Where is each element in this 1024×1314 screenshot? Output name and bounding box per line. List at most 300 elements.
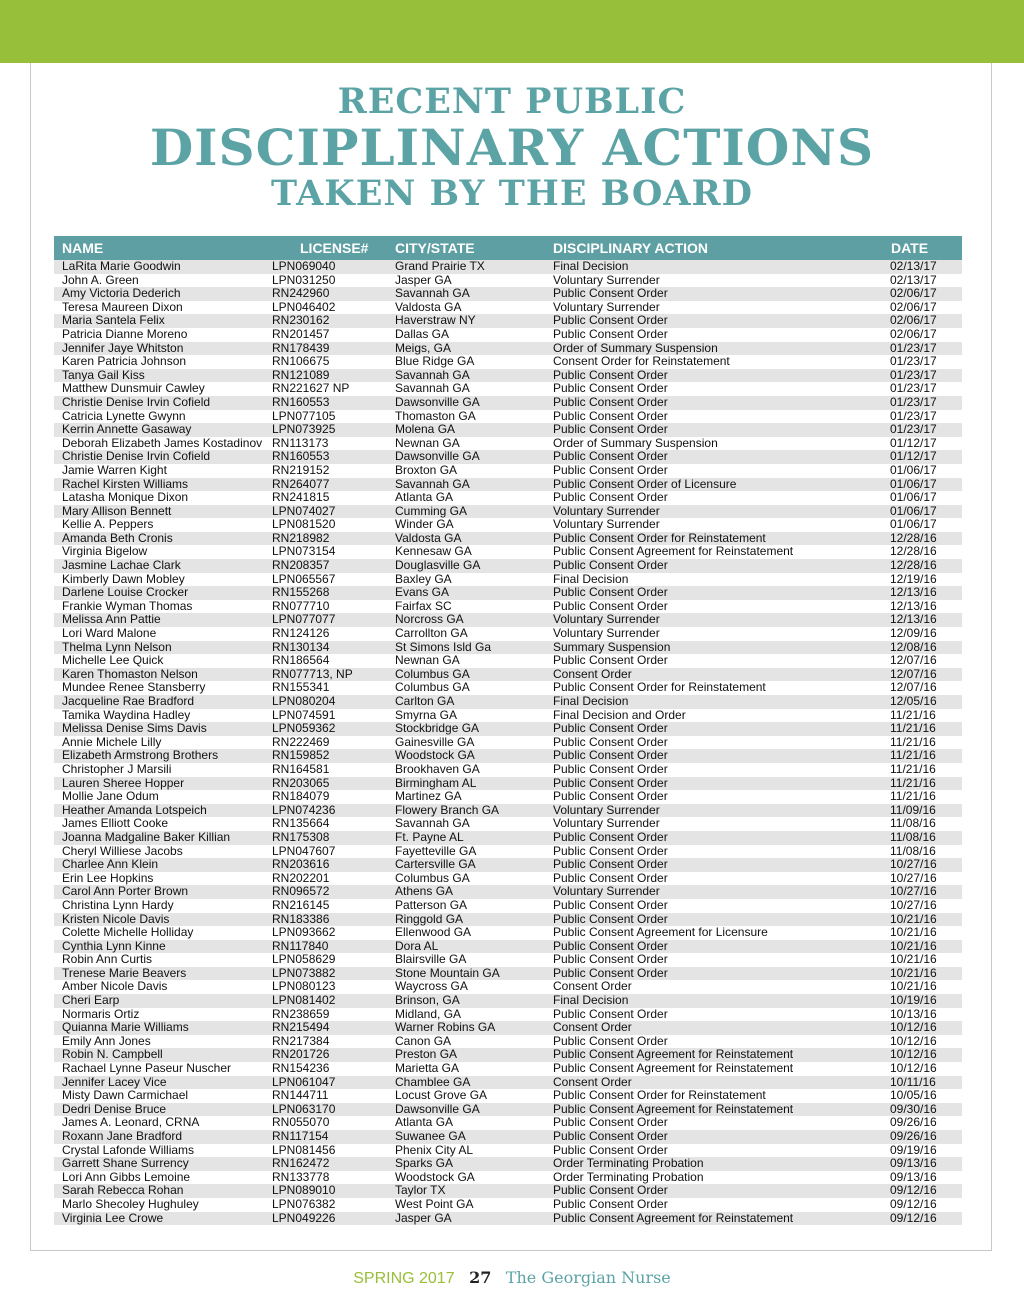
cell-date: 11/21/16: [890, 748, 936, 763]
cell-license: RN222469: [272, 734, 330, 749]
cell-date: 12/28/16: [890, 530, 937, 545]
table-row: [54, 314, 962, 328]
cell-name: Jennifer Lacey Vice: [62, 1074, 167, 1089]
cell-action: Voluntary Surrender: [553, 626, 660, 641]
table-row: [54, 613, 962, 627]
cell-city-state: Cumming GA: [395, 503, 468, 518]
cell-date: 11/08/16: [890, 816, 936, 831]
table-row: [54, 709, 962, 723]
table-row: [54, 858, 962, 872]
cell-date: 09/12/16: [890, 1210, 937, 1225]
table-row: [54, 967, 962, 981]
cell-name: Melissa Ann Pattie: [62, 612, 161, 627]
cell-action: Public Consent Order: [553, 422, 668, 437]
cell-date: 11/21/16: [890, 789, 936, 804]
cell-city-state: St Simons Isld Ga: [395, 639, 492, 654]
cell-city-state: Sparks GA: [395, 1156, 454, 1171]
cell-city-state: Carrollton GA: [395, 626, 468, 641]
cell-license: RN117154: [272, 1129, 329, 1143]
cell-action: Public Consent Agreement for Reinstatement: [553, 1210, 794, 1225]
cell-date: 10/13/16: [890, 1006, 937, 1021]
table-row: [54, 573, 962, 587]
cell-action: Public Consent Order: [553, 1033, 668, 1048]
cell-name: Lori Ward Malone: [62, 626, 157, 641]
cell-license: RN184079: [272, 789, 330, 804]
table-row: [54, 695, 962, 709]
cell-name: Amber Nicole Davis: [62, 979, 168, 994]
table-row: [54, 450, 962, 464]
cell-license: RN130134: [272, 639, 330, 654]
cell-city-state: Martinez GA: [395, 789, 462, 804]
table-row: [54, 1130, 962, 1144]
cell-action: Public Consent Order: [553, 367, 668, 382]
cell-name: Patricia Dianne Moreno: [62, 326, 188, 341]
cell-action: Public Consent Order: [553, 734, 668, 749]
cell-license: LPN081520: [272, 517, 336, 532]
cell-license: RN144711: [272, 1088, 329, 1103]
cell-action: Public Consent Order: [553, 897, 668, 912]
cell-license: RN264077: [272, 476, 330, 491]
table-row: [54, 913, 962, 927]
cell-city-state: Phenix City AL: [395, 1142, 474, 1157]
cell-date: 10/11/16: [890, 1074, 936, 1089]
cell-license: RN077713, NP: [272, 666, 353, 681]
cell-license: LPN065567: [272, 571, 336, 586]
cell-date: 02/06/17: [890, 299, 937, 314]
cell-city-state: Baxley GA: [395, 571, 452, 586]
cell-action: Public Consent Agreement for Reinstatement: [553, 1047, 794, 1062]
cell-action: Public Consent Agreement for Reinstatement: [553, 1061, 794, 1076]
cell-action: Public Consent Order: [553, 286, 668, 301]
cell-name: Catricia Lynette Gwynn: [62, 408, 186, 423]
cell-city-state: Waycross GA: [395, 979, 468, 994]
cell-date: 10/12/16: [890, 1020, 937, 1035]
cell-city-state: Locust Grove GA: [395, 1088, 488, 1103]
table-row: [54, 736, 962, 750]
cell-name: Emily Ann Jones: [62, 1033, 151, 1048]
cell-date: 11/09/16: [890, 802, 936, 817]
cell-license: LPN063170: [272, 1101, 336, 1116]
cell-license: RN238659: [272, 1006, 330, 1021]
table-row: [54, 940, 962, 954]
cell-action: Order of Summary Suspension: [553, 435, 718, 450]
cell-city-state: West Point GA: [395, 1196, 474, 1211]
table-row: [54, 777, 962, 791]
header-license: LICENSE#: [300, 240, 369, 256]
table-row: [54, 668, 962, 682]
cell-date: 09/26/16: [890, 1115, 937, 1130]
cell-city-state: Preston GA: [395, 1047, 458, 1062]
cell-license: RN203616: [272, 857, 330, 872]
cell-action: Public Consent Agreement for Reinstatement: [553, 544, 794, 559]
table-row: [54, 287, 962, 301]
cell-license: LPN059362: [272, 721, 336, 736]
cell-city-state: Atlanta GA: [395, 1115, 454, 1130]
cell-action: Public Consent Order: [553, 394, 668, 409]
cell-city-state: Stone Mountain GA: [395, 965, 500, 980]
title-line-3: TAKEN BY THE BOARD: [271, 173, 753, 214]
cell-action: Public Consent Order: [553, 911, 668, 926]
cell-city-state: Woodstock GA: [395, 748, 475, 763]
cell-license: LPN074236: [272, 802, 336, 817]
cell-license: RN218982: [272, 530, 330, 545]
cell-city-state: Stockbridge GA: [395, 721, 480, 736]
cell-date: 10/27/16: [890, 897, 937, 912]
cell-date: 10/27/16: [890, 870, 937, 885]
table-row: [54, 342, 962, 356]
cell-license: RN160553: [272, 394, 330, 409]
cell-date: 10/12/16: [890, 1033, 937, 1048]
cell-date: 02/13/17: [890, 272, 937, 287]
cell-license: RN242960: [272, 286, 330, 301]
cell-license: RN219152: [272, 462, 330, 477]
table-row: [54, 749, 962, 763]
table-row: [54, 423, 962, 437]
cell-city-state: Brookhaven GA: [395, 761, 480, 776]
cell-city-state: Jasper GA: [395, 272, 452, 287]
cell-city-state: Brinson, GA: [395, 993, 460, 1008]
cell-name: Colette Michelle Holliday: [62, 925, 194, 940]
cell-date: 12/28/16: [890, 558, 937, 573]
cell-license: RN217384: [272, 1033, 330, 1048]
cell-name: Virginia Lee Crowe: [62, 1210, 164, 1225]
table-row: [54, 722, 962, 736]
cell-city-state: Carlton GA: [395, 694, 455, 708]
cell-name: Matthew Dunsmuir Cawley: [62, 381, 205, 396]
table-row: [54, 1212, 962, 1226]
table-row: [54, 994, 962, 1008]
cell-name: Cynthia Lynn Kinne: [62, 938, 166, 953]
cell-city-state: Gainesville GA: [395, 734, 475, 749]
table-header: [54, 236, 962, 260]
cell-date: 11/08/16: [890, 829, 936, 844]
cell-license: LPN093662: [272, 925, 336, 940]
cell-action: Public Consent Order: [553, 653, 668, 668]
cell-city-state: Dawsonville GA: [395, 449, 480, 464]
cell-license: LPN081402: [272, 993, 336, 1008]
cell-license: RN155268: [272, 585, 330, 600]
cell-name: Normaris Ortiz: [62, 1006, 140, 1021]
table-row: [54, 845, 962, 859]
cell-license: RN186564: [272, 653, 330, 668]
cell-name: Carol Ann Porter Brown: [62, 884, 189, 899]
cell-license: LPN073154: [272, 544, 336, 559]
cell-date: 10/27/16: [890, 857, 937, 872]
cell-date: 09/19/16: [890, 1142, 937, 1157]
cell-license: RN160553: [272, 449, 330, 464]
cell-license: RN203065: [272, 775, 330, 790]
cell-action: Voluntary Surrender: [553, 503, 660, 518]
cell-date: 11/21/16: [890, 775, 936, 790]
table-row: [54, 328, 962, 342]
cell-license: RN178439: [272, 340, 330, 355]
cell-city-state: Grand Prairie TX: [395, 259, 485, 273]
table-row: [54, 804, 962, 818]
header-city-state: CITY/STATE: [395, 240, 475, 256]
table-row: [54, 1116, 962, 1130]
title-line-1: RECENT PUBLIC: [337, 81, 687, 122]
cell-city-state: Woodstock GA: [395, 1169, 475, 1184]
cell-city-state: Valdosta GA: [395, 299, 462, 314]
cell-city-state: Meigs, GA: [395, 340, 452, 355]
cell-name: Crystal Lafonde Williams: [62, 1142, 195, 1157]
cell-action: Public Consent Order: [553, 585, 668, 600]
cell-name: Jasmine Lachae Clark: [62, 558, 181, 573]
cell-city-state: Fairfax SC: [395, 598, 452, 613]
table-row: [54, 627, 962, 641]
cell-license: LPN077105: [272, 408, 336, 423]
cell-city-state: Suwanee GA: [395, 1129, 466, 1143]
table-body: [54, 260, 962, 1225]
cell-city-state: Broxton GA: [395, 462, 458, 477]
cell-date: 10/21/16: [890, 965, 937, 980]
cell-city-state: Fayetteville GA: [395, 843, 477, 858]
cell-city-state: Douglasville GA: [395, 558, 481, 573]
cell-city-state: Valdosta GA: [395, 530, 462, 545]
cell-license: LPN074027: [272, 503, 336, 518]
cell-action: Voluntary Surrender: [553, 299, 660, 314]
cell-action: Public Consent Order: [553, 1006, 668, 1021]
cell-city-state: Savannah GA: [395, 381, 470, 396]
cell-date: 12/07/16: [890, 666, 937, 681]
cell-city-state: Norcross GA: [395, 612, 464, 627]
cell-date: 12/05/16: [890, 694, 937, 708]
cell-license: RN201457: [272, 326, 330, 341]
table-row: [54, 355, 962, 369]
cell-action: Public Consent Order for Reinstatement: [553, 1088, 766, 1103]
cell-action: Final Decision: [553, 571, 629, 586]
cell-date: 10/19/16: [890, 993, 937, 1008]
cell-date: 10/21/16: [890, 925, 937, 940]
cell-name: Mundee Renee Stansberry: [62, 680, 206, 695]
cell-city-state: Savannah GA: [395, 286, 470, 301]
cell-license: RN113173: [272, 435, 329, 450]
cell-license: RN124126: [272, 626, 330, 641]
cell-city-state: Atlanta GA: [395, 490, 454, 505]
cell-date: 12/28/16: [890, 544, 937, 559]
cell-action: Public Consent Order for Reinstatement: [553, 680, 766, 695]
cell-date: 11/08/16: [890, 843, 936, 858]
cell-name: Christie Denise Irvin Cofield: [62, 449, 211, 464]
cell-license: LPN058629: [272, 952, 336, 967]
cell-city-state: Ellenwood GA: [395, 925, 472, 940]
cell-name: Kerrin Annette Gasaway: [62, 422, 192, 437]
cell-date: 10/12/16: [890, 1047, 937, 1062]
cell-license: RN096572: [272, 884, 330, 899]
table-row: [54, 831, 962, 845]
cell-name: Christie Denise Irvin Cofield: [62, 394, 211, 409]
cell-date: 11/21/16: [890, 734, 936, 749]
cell-action: Final Decision: [553, 259, 629, 273]
cell-city-state: Athens GA: [395, 884, 454, 899]
table-row: [54, 464, 962, 478]
cell-date: 11/21/16: [890, 761, 936, 776]
cell-action: Public Consent Order: [553, 748, 668, 763]
cell-name: Charlee Ann Klein: [62, 857, 159, 872]
table-row: [54, 654, 962, 668]
table-row: [54, 260, 962, 274]
cell-action: Voluntary Surrender: [553, 884, 660, 899]
cell-date: 01/12/17: [890, 435, 937, 450]
cell-name: Erin Lee Hopkins: [62, 870, 154, 885]
cell-name: Annie Michele Lilly: [62, 734, 162, 749]
cell-date: 01/06/17: [890, 490, 937, 505]
cell-date: 10/12/16: [890, 1061, 937, 1076]
cell-date: 12/07/16: [890, 653, 937, 668]
cell-action: Consent Order: [553, 666, 632, 681]
cell-action: Final Decision and Order: [553, 707, 686, 722]
cell-date: 01/23/17: [890, 408, 937, 423]
table-row: [54, 532, 962, 546]
table-row: [54, 437, 962, 451]
table-row: [54, 491, 962, 505]
cell-date: 01/23/17: [890, 381, 937, 396]
cell-action: Public Consent Order: [553, 857, 668, 872]
cell-city-state: Evans GA: [395, 585, 450, 600]
table-row: [54, 872, 962, 886]
cell-name: Quianna Marie Williams: [62, 1020, 189, 1035]
cell-license: RN230162: [272, 313, 330, 328]
cell-name: Karen Thomaston Nelson: [62, 666, 198, 681]
cell-city-state: Flowery Branch GA: [395, 802, 500, 817]
top-green-bar: [0, 0, 1024, 63]
disciplinary-actions-table: [54, 236, 962, 1225]
cell-license: RN241815: [272, 490, 330, 505]
cell-action: Public Consent Order: [553, 775, 668, 790]
table-row: [54, 1076, 962, 1090]
cell-city-state: Dora AL: [395, 938, 439, 953]
cell-name: Mollie Jane Odum: [62, 789, 159, 804]
cell-city-state: Birmingham AL: [395, 775, 477, 790]
cell-date: 01/23/17: [890, 422, 937, 437]
cell-action: Summary Suspension: [553, 639, 671, 654]
cell-action: Public Consent Order: [553, 1115, 668, 1130]
cell-date: 12/19/16: [890, 571, 937, 586]
cell-name: Darlene Louise Crocker: [62, 585, 189, 600]
cell-date: 09/13/16: [890, 1169, 937, 1184]
cell-license: RN208357: [272, 558, 330, 573]
table-row: [54, 1198, 962, 1212]
cell-license: RN216145: [272, 897, 330, 912]
cell-name: James Elliott Cooke: [62, 816, 169, 831]
cell-city-state: Dawsonville GA: [395, 394, 480, 409]
cell-license: RN215494: [272, 1020, 330, 1035]
cell-license: RN135664: [272, 816, 330, 831]
cell-license: RN183386: [272, 911, 330, 926]
cell-name: Robin N. Campbell: [62, 1047, 163, 1062]
cell-date: 01/06/17: [890, 503, 937, 518]
cell-city-state: Savannah GA: [395, 816, 470, 831]
cell-date: 09/12/16: [890, 1196, 937, 1211]
cell-city-state: Jasper GA: [395, 1210, 452, 1225]
cell-action: Consent Order: [553, 1074, 632, 1089]
cell-name: Lauren Sheree Hopper: [62, 775, 185, 790]
cell-name: Christina Lynn Hardy: [62, 897, 174, 912]
cell-action: Public Consent Order: [553, 462, 668, 477]
cell-city-state: Savannah GA: [395, 476, 470, 491]
cell-license: LPN077077: [272, 612, 336, 627]
cell-name: Kristen Nicole Davis: [62, 911, 170, 926]
cell-date: 12/07/16: [890, 680, 937, 695]
cell-name: Trenese Marie Beavers: [62, 965, 187, 980]
cell-license: RN164581: [272, 761, 330, 776]
cell-license: LPN080123: [272, 979, 336, 994]
cell-date: 10/21/16: [890, 911, 937, 926]
table-row: [54, 885, 962, 899]
cell-city-state: Warner Robins GA: [395, 1020, 496, 1035]
cell-license: LPN089010: [272, 1183, 336, 1198]
cell-date: 01/23/17: [890, 354, 937, 369]
cell-date: 12/13/16: [890, 585, 937, 600]
table-row: [54, 586, 962, 600]
cell-date: 12/13/16: [890, 598, 937, 613]
cell-name: Jennifer Jaye Whitston: [62, 340, 184, 355]
cell-license: RN121089: [272, 367, 330, 382]
cell-name: Heather Amanda Lotspeich: [62, 802, 207, 817]
cell-name: Dedri Denise Bruce: [62, 1101, 167, 1116]
cell-action: Consent Order: [553, 1020, 632, 1035]
cell-name: Kellie A. Peppers: [62, 517, 154, 532]
table-row: [54, 953, 962, 967]
cell-license: RN155341: [272, 680, 330, 695]
cell-name: James A. Leonard, CRNA: [62, 1115, 200, 1130]
cell-city-state: Canon GA: [395, 1033, 452, 1048]
cell-action: Public Consent Order: [553, 1183, 668, 1198]
table-row: [54, 1021, 962, 1035]
table-row: [54, 1035, 962, 1049]
cell-city-state: Patterson GA: [395, 897, 468, 912]
cell-action: Public Consent Order: [553, 789, 668, 804]
cell-city-state: Chamblee GA: [395, 1074, 471, 1089]
cell-action: Public Consent Order: [553, 313, 668, 328]
cell-city-state: Dallas GA: [395, 326, 450, 341]
cell-action: Voluntary Surrender: [553, 612, 660, 627]
cell-name: Maria Santela Felix: [62, 313, 165, 328]
table-row: [54, 1048, 962, 1062]
cell-name: Karen Patricia Johnson: [62, 354, 187, 369]
cell-city-state: Thomaston GA: [395, 408, 476, 423]
cell-name: Kimberly Dawn Mobley: [62, 571, 185, 586]
magazine-name: The Georgian Nurse: [505, 1268, 671, 1287]
cell-date: 09/30/16: [890, 1101, 937, 1116]
cell-date: 02/13/17: [890, 259, 937, 273]
table-row: [54, 980, 962, 994]
cell-date: 11/21/16: [890, 707, 936, 722]
title-line-2: DISCIPLINARY ACTIONS: [149, 118, 875, 177]
cell-action: Public Consent Order: [553, 558, 668, 573]
cell-date: 02/06/17: [890, 286, 937, 301]
cell-name: Michelle Lee Quick: [62, 653, 164, 668]
cell-date: 02/06/17: [890, 326, 937, 341]
cell-name: Deborah Elizabeth James Kostadinov: [62, 435, 263, 450]
table-row: [54, 478, 962, 492]
cell-date: 01/23/17: [890, 340, 937, 355]
table-row: [54, 1103, 962, 1117]
cell-action: Public Consent Order: [553, 965, 668, 980]
cell-date: 11/21/16: [890, 721, 936, 736]
table-row: [54, 1062, 962, 1076]
cell-license: LPN046402: [272, 299, 336, 314]
cell-action: Public Consent Agreement for Licensure: [553, 925, 768, 940]
cell-action: Order Terminating Probation: [553, 1156, 704, 1171]
cell-name: Thelma Lynn Nelson: [62, 639, 172, 654]
cell-date: 01/12/17: [890, 449, 937, 464]
cell-action: Public Consent Order: [553, 721, 668, 736]
table-row: [54, 641, 962, 655]
cell-city-state: Newnan GA: [395, 435, 460, 450]
table-row: [54, 1144, 962, 1158]
header-disciplinary-action: DISCIPLINARY ACTION: [553, 240, 709, 256]
